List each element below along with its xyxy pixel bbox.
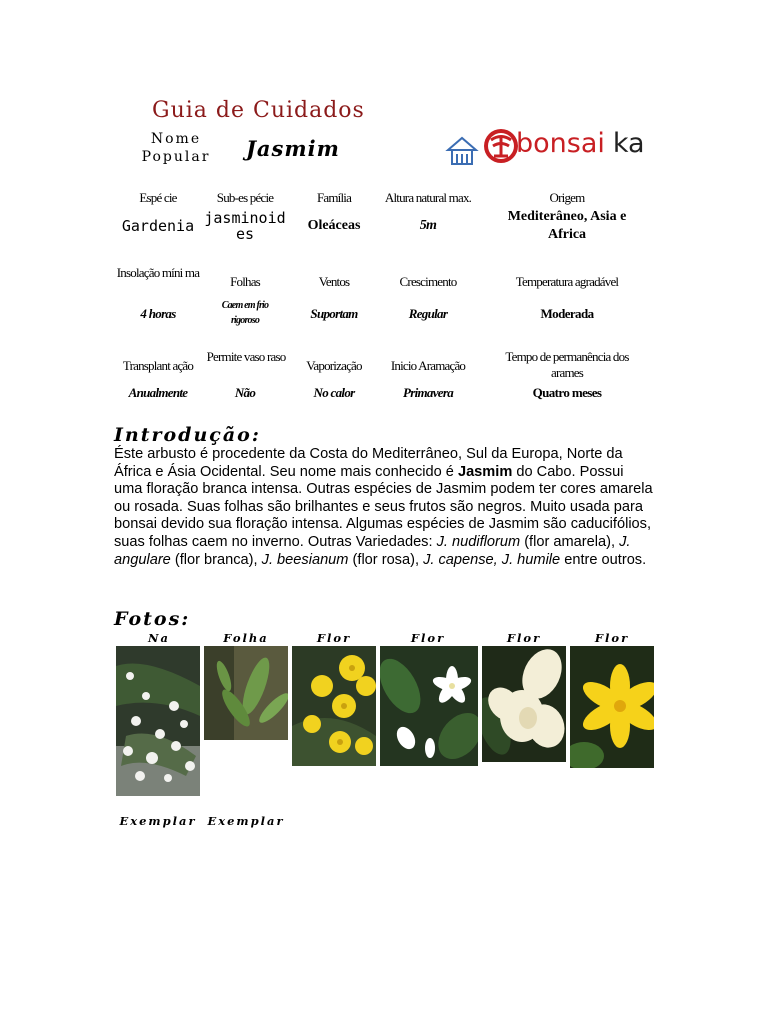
popular-label-line2: Popular — [141, 149, 211, 165]
label-origem: Origem — [549, 190, 585, 205]
caption-na-natureza: Na — [148, 631, 170, 645]
species-nudiflorum: J. nudiflorum — [436, 533, 521, 550]
photos-heading: Fotos: — [114, 608, 191, 630]
intro-bold-jasmim: Jasmim — [457, 463, 513, 480]
value-ventos: Suportam — [310, 306, 358, 321]
caption-exemplar-2: Exemplar — [207, 814, 285, 828]
intro-text-3: (flor amarela), — [520, 533, 620, 550]
label-vaporizacao: Vaporização — [306, 358, 362, 373]
photo-folha — [204, 646, 288, 740]
popular-name-value: Jasmim — [246, 136, 340, 161]
logo-wordmark — [516, 128, 645, 159]
photo-flor-2 — [380, 646, 478, 766]
label-ventos: Ventos — [318, 274, 350, 289]
label-temperatura: Temperatura agradável — [515, 274, 619, 289]
value-subespecie: jasminoid es — [204, 209, 286, 243]
bonsai-ka-logo — [444, 124, 660, 168]
value-folhas: Caem em frio rigoroso — [221, 300, 269, 326]
value-tempo-arames: Quatro meses — [532, 385, 602, 400]
value-origem: Mediterâneo, Asia e Africa — [507, 209, 627, 242]
caption-flor-3: Flor — [506, 631, 542, 645]
page-title: Guia de Cuidados — [152, 98, 365, 123]
popular-name-label — [138, 130, 214, 166]
caption-folha: Folha — [223, 631, 269, 645]
value-transplantacao: Anualmente — [128, 385, 188, 400]
value-especie: Gardenia — [121, 217, 195, 235]
label-altura: Altura natural max. — [384, 190, 472, 205]
value-familia: Oleáceas — [307, 218, 361, 233]
species-capense-humile: J. capense, J. humile — [423, 551, 561, 568]
bonsai-tree-icon — [484, 129, 518, 163]
label-aramacao: Inicio Aramação — [390, 358, 466, 373]
label-insolacao: Insolação míni ma — [116, 265, 200, 280]
caption-exemplar-1: Exemplar — [119, 814, 197, 828]
logo-text-bonsai: bonsai — [516, 128, 605, 159]
photo-flor-3 — [482, 646, 566, 762]
value-crescimento: Regular — [408, 306, 448, 321]
photo-flor-1 — [292, 646, 376, 766]
label-folhas: Folhas — [230, 274, 260, 289]
caption-flor-1: Flor — [316, 631, 352, 645]
label-subespecie: Sub-es pécie — [216, 190, 274, 205]
value-aramacao: Primavera — [402, 385, 454, 400]
label-especie: Espé cie — [139, 190, 177, 205]
value-insolacao: 4 horas — [140, 306, 176, 321]
popular-label-line1: Nome — [150, 131, 202, 147]
value-altura: 5m — [419, 218, 437, 233]
caption-flor-4: Flor — [594, 631, 630, 645]
label-crescimento: Crescimento — [399, 274, 457, 289]
species-beesianum: J. beesianum — [261, 551, 349, 568]
intro-text-5: (flor rosa), — [348, 551, 424, 568]
house-icon — [448, 138, 476, 164]
intro-text-4: (flor branca), — [170, 551, 262, 568]
label-transplantacao: Transplant ação — [122, 358, 194, 373]
intro-text-1: Éste arbusto é procedente da Costa do Mediterrâneo, Sul da Europa, Norte da África e Ásia Ocidental. Seu nome mais conhecido é — [114, 446, 623, 480]
label-familia: Família — [316, 190, 352, 205]
intro-heading: Introdução: — [114, 424, 261, 446]
label-vaso-raso: Permite vaso raso — [206, 349, 286, 364]
intro-text-6: entre outros. — [560, 551, 647, 568]
intro-text-2: do Cabo. Possui uma floração branca intensa. Outras espécies de Jasmim podem ter cores amarela ou rosada. Suas folhas são brilhantes e seus frutos são negros. Muito usada para bonsai devido sua floração intensa. Algumas espécies de Jasmim são caducifólios, suas folhas caem no inverno. Outras Variedades: — [114, 463, 653, 550]
caption-flor-2: Flor — [410, 631, 446, 645]
photo-na-natureza — [116, 646, 200, 796]
intro-paragraph — [114, 446, 654, 569]
value-temperatura: Moderada — [540, 306, 594, 321]
photo-flor-4 — [570, 646, 654, 768]
value-vaso-raso: Não — [234, 385, 256, 400]
species-angulare: J. angulare — [114, 533, 631, 568]
logo-text-ka: ka — [612, 128, 645, 159]
label-tempo-arames: Tempo de permanência dos arames — [505, 349, 629, 380]
value-vaporizacao: No calor — [313, 385, 355, 400]
